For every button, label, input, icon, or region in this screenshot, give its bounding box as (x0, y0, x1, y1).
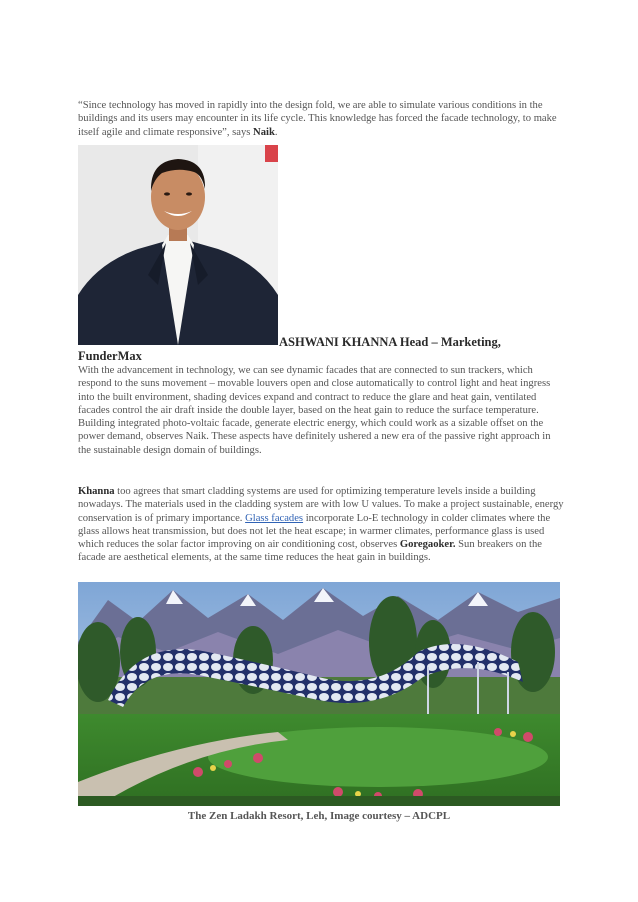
quote-speaker: Naik (253, 126, 275, 138)
paragraph-smart-cladding (78, 485, 564, 565)
quote-text: “Since technology has moved in rapidly into the design fold, we are able to simulate various conditions in the buildings and its users may encounter in its life cycle. This knowledge has forced the facade technology, to make itself agile and climate responsive”, says (78, 100, 557, 138)
portrait-caption: ASHWANI KHANNA Head – Marketing, (279, 335, 501, 349)
portrait-caption-company: FunderMax (78, 349, 142, 363)
name-khanna: Khanna (78, 486, 115, 497)
paragraph-dynamic-facades: With the advancement in technology, we can see dynamic facades that are connected to sun trackers, which respond to the suns movement – movable louvers open and close automatically to control light and heat ingress into the built environment, shading devices expand and contract to reduce the glare and heat gain, ventilated facades control the air draft inside the double layer, based on the heat gain to reduce the surface temperature. Building integrated photo-voltaic facade, generate electric energy, which could work as a sizable offset on the power demand, observes Naik. These aspects have definitely ushered a new era of the passive right approach in the sustainable design domain of buildings. (78, 365, 551, 456)
portrait-photo (78, 145, 278, 345)
paragraph2-text-b: incorporate Lo-E technology in colder climates where the glass allows heat transmission, but does not let the heat escape; in warmer climates, performance glass is used which reduces the solar factor improving on air conditioning cost, observes (78, 512, 551, 551)
quote-end: . (274, 126, 278, 138)
paragraph2-text-c: Sun breakers on the facade are aesthetical elements, at the same time reduces the heat gain in buildings. (78, 539, 542, 564)
name-goregaoker: Goregaoker. (399, 539, 456, 551)
resort-caption: The Zen Ladakh Resort, Leh, Image courtesy – ADCPL (187, 810, 451, 822)
quote-paragraph (78, 99, 564, 139)
glass-facades-link[interactable]: Glass facades (245, 512, 304, 524)
paragraph2-text-a: too agrees that smart cladding systems are used for optimizing temperature levels inside a building nowadays. The materials used in the cladding system are with low U values. To make a project sustainable, energy conservation is of primary importance. (78, 486, 564, 524)
resort-image (78, 582, 560, 806)
